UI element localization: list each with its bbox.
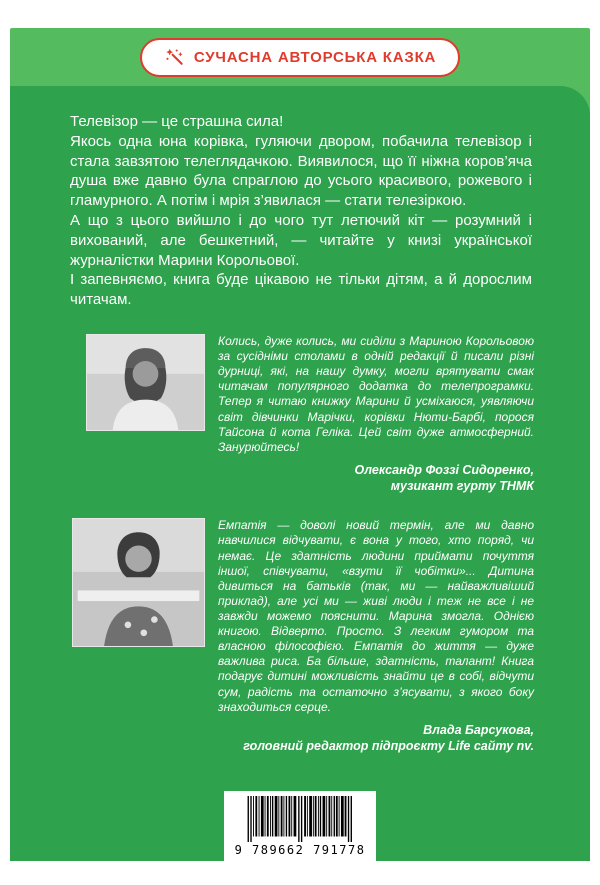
testimonial-attribution <box>218 722 534 755</box>
photo-column <box>72 334 205 431</box>
testimonial-barsukova <box>72 518 534 754</box>
annotation-paragraph: Телевізор — це страшна сила! <box>70 113 284 130</box>
annotation-paragraph: Якось одна юна корівка, гуляючи двором, побачила телевізор і стала завзятою телеглядачкою. Виявилося, що її ніжна коров’яча душа вже давно була спраглою до усього красивого, рожевого і гламурного. А потім і мрія з’явилася — стати телезіркою. <box>70 132 532 210</box>
reviewer-photo-fozzy <box>86 334 205 431</box>
reviewer-photo-barsukova <box>72 518 205 647</box>
cover-main-panel <box>10 86 590 861</box>
series-badge-label: СУЧАСНА АВТОРСЬКА КАЗКА <box>193 48 437 66</box>
magic-wand-icon <box>164 47 185 68</box>
testimonial-quote: Колись, дуже колись, ми сиділи з Мариною Корольовою за сусідніми столами в одній редакції й писали різні дурниці, які, на нашу думку, могли врятувати смак читачам популярного додатка до телепрограмки. Тепер я читаю книжку Марини й усміхаюся, уявляючи світ дівчинки Марічки, корівки Нюти-Барбі, порося Тайсона й кота Геліка. Цей світ дуже атмосферний. Занурюйтесь! <box>218 333 534 454</box>
testimonial-body <box>218 518 534 754</box>
testimonial-attribution <box>218 462 534 495</box>
reviewer-role: головний редактор підпроєкту Life сайту nv. <box>243 739 534 754</box>
reviewer-role: музикант гурту ТНМК <box>390 479 534 494</box>
barcode <box>224 791 376 861</box>
reviewer-name: Олександр Фоззі Сидоренко, <box>354 462 534 477</box>
testimonial-quote: Емпатія — доволі новий термін, але ми давно навчилися відчувати, є вона у того, хто поряд, чи немає. Це здатність людини приймати почуття іншої, співчувати, «взути її чобітки»... Дитина дивиться на батьків (так, ми — найважливіший приклад), але усі ми — живі люди і теж не все і не завжди можемо пояснити. Марина змогла. Однією книгою. Відверто. Просто. З легким гумором та власною філософією. Емпатія до життя — дуже важлива риса. Ба більше, здатність, талант! Книга подарує дитині можливість знайти це в собі, відчути сум, радість та остаточно з’ясувати, з якого боку знаходиться серце. <box>218 518 534 714</box>
reviewer-name: Влада Барсукова, <box>423 722 534 737</box>
series-badge-row <box>10 28 590 86</box>
series-badge <box>140 38 460 77</box>
testimonial-fozzy <box>72 334 534 494</box>
annotation-paragraph: А що з цього вийшло і до чого тут летючий кіт — розумний і вихований, але бешкетний, — читайте у книзі української журналістки Марини Корольової. <box>70 211 532 269</box>
testimonial-body <box>218 334 534 494</box>
cover-background <box>10 28 590 861</box>
annotation-text <box>10 86 590 310</box>
photo-column <box>72 518 205 647</box>
annotation-paragraph: І запевняємо, книга буде цікавою не тільки дітям, а й дорослим читачам. <box>70 271 532 309</box>
barcode-bars <box>237 796 363 842</box>
isbn-number: 9 789662 791778 <box>234 843 366 857</box>
